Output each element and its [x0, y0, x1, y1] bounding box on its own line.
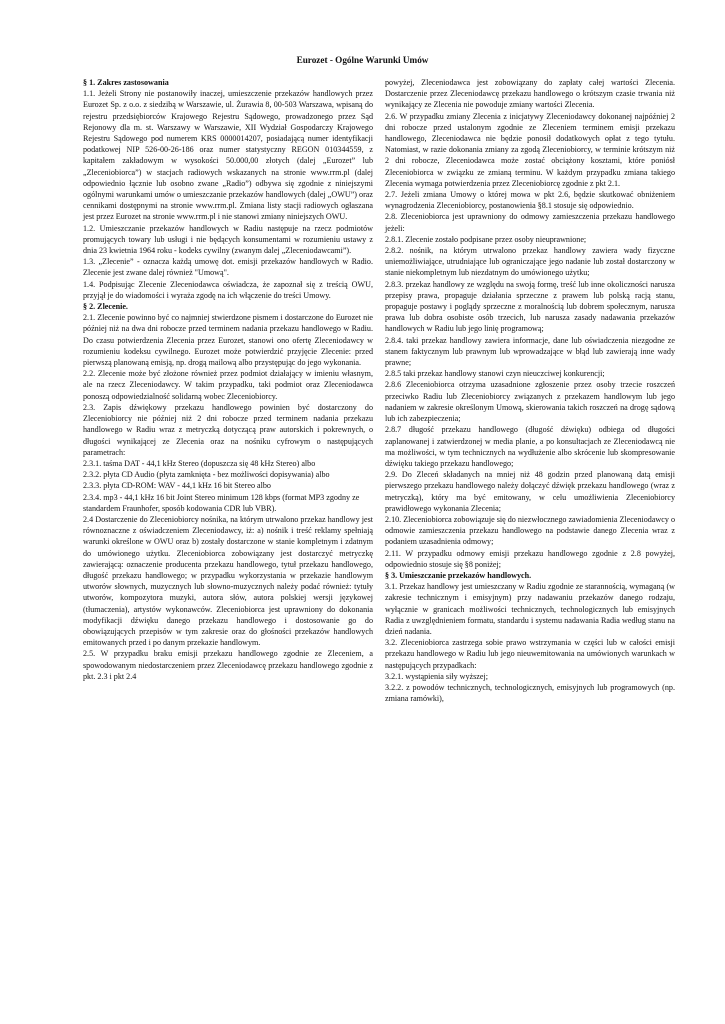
paragraph: 1.4. Podpisując Zlecenie Zleceniodawca oświadcza, że zapoznał się z treścią OWU, przyjął je do wiadomości i wyraża zgodę na ich włączenie do treści Umowy.: [83, 279, 373, 300]
right-column: [385, 77, 675, 704]
paragraph: 2.4 Dostarczenie do Zleceniobiorcy nośnika, na którym utrwalono przekaz handlowy jest równoznaczne z oświadczeniem Zleceniodawcy, iż: a) nośnik i treść reklamy spełniają warunki określone w OWU oraz b) zostały dostarczone w stanie kompletnym i zdatnym do umówionego użytku. Zleceniobiorca zobowiązany jest dostarczyć metryczkę zawierającą: oznaczenie producenta przekazu handlowego, tytuł przekazu handlowego, długość przekazu handlowego; w przypadku wykorzystania w przekazie handlowym utworów słownych, muzycznych lub słowno-muzycznych należy podać również: tytuły utworów, kompozytora muzyki, autora słów, autora polskiej wersji językowej (tłumaczenia), artystów wykonawców. Zleceniobiorca jest uprawniony do dokonania modyfikacji dźwięku danego przekazu handlowego i dostosowanie go do obowiązujących przepisów w tym zakresie oraz do głośności przekazów handlowych emitowanych przed i po danym przekazie handlowym.: [83, 514, 373, 648]
document-title: Eurozet - Ogólne Warunki Umów: [296, 55, 429, 65]
paragraph: 2.3.2. płyta CD Audio (płyta zamknięta - bez możliwości dopisywania) albo: [83, 470, 330, 480]
paragraph: 2.8.1. Zlecenie zostało podpisane przez osoby nieuprawnione;: [385, 234, 587, 244]
paragraph: 2.5. W przypadku braku emisji przekazu handlowego zgodnie ze Zleceniem, a spowodowanym niedostarczeniem przez Zleceniodawcę przekazu handlowego zgodnie z pkt. 2.3 i pkt 2.4: [83, 649, 373, 681]
paragraph: 1.1. Jeżeli Strony nie postanowiły inaczej, umieszczenie przekazów handlowych przez Eurozet Sp. z o.o. z siedzibą w Warszawie, ul. Żurawia 8, 00-503 Warszawa, wpisaną do rejestru przedsiębiorców Krajowego Rejestru Sądowego, prowadzonego przez Sąd Rejonowy dla m. st. Warszawy w Warszawie, XII Wydział Gospodarczy Krajowego Rejestru Sądowego pod numerem KRS 0000014207, posiadającą numer identyfikacji podatkowej NIP 526-00-26-186 oraz numer statystyczny REGON 010344559, z kapitałem zakładowym w wysokości 50.000,00 złotych (dalej „Eurozet” lub „Zleceniobiorca”) w stacjach radiowych wskazanych na stronie www.rrm.pl (dalej odpowiednio łącznie lub osobno zwane „Radio”) odbywa się zgodnie z niniejszymi ogólnymi warunkami umów o umieszczanie przekazów handlowych (dalej „OWU”) oraz cennikami dostępnymi na stronie www.rrm.pl. Zmiana listy stacji radiowych ogłaszana jest przez Eurozet na stronie www.rrm.pl i nie stanowi zmiany niniejszych OWU.: [83, 89, 373, 222]
section-heading: § 2. Zlecenie.: [83, 302, 128, 312]
paragraph: 1.2. Umieszczanie przekazów handlowych w Radiu następuje na rzecz podmiotów promujących towary lub usługi i nie będących konsumentami w rozumieniu ustawy z dnia 23 kwietnia 1964 roku - kodeks cywilny (zwanym dalej „Zleceniodawcami”).: [83, 223, 373, 256]
paragraph: powyżej, Zleceniodawca jest zobowiązany do zapłaty całej wartości Zlecenia. Dostarczenie przez Zleceniodawcę przekazu handlowego o krótszym czasie trwania niż wynikający ze Zlecenia nie powoduje zmiany wartości Zlecenia.: [385, 78, 675, 110]
paragraph: 2.6. W przypadku zmiany Zlecenia z inicjatywy Zleceniodawcy dokonanej najpóźniej 2 dni robocze przed ustalonym zgodnie ze Zleceniem terminem emisji przekazu handlowego, Zleceniodawca nie będzie ponosił dodatkowych opłat z tego tytułu. Natomiast, w razie dokonania zmiany za zgodą Zleceniobiorcy, w terminie krótszym niż 2 dni robocze, Zleceniodawca może zostać obciążony kosztami, które poniósł Zleceniobiorca w związku ze zmianą terminu. W każdym przypadku zmiana takiego Zlecenia wymaga potwierdzenia przez Zleceniobiorcę zgodnie z pkt 2.1.: [385, 111, 675, 188]
paragraph: 2.3.4. mp3 - 44,1 kHz 16 bit Joint Stereo minimum 128 kbps (format MP3 zgodny ze standardem Fraunhofer, sposób kodowania CDR lub VBR).: [83, 492, 360, 513]
paragraph: 1.3. „Zlecenie” - oznacza każdą umowę dot. emisji przekazów handlowych w Radio. Zlecenie jest zwane dalej również "Umową".: [83, 257, 373, 278]
paragraph: 2.10. Zleceniobiorca zobowiązuje się do niezwłocznego zawiadomienia Zleceniodawcy o odmowie zamieszczenia przekazu handlowego na podstawie danego Zlecenia wraz z podaniem uzasadnienia odmowy;: [385, 514, 675, 547]
paragraph: 2.7. Jeżeli zmiana Umowy o której mowa w pkt 2.6, będzie skutkować obniżeniem wynagrodzenia Zleceniobiorcy, postanowienia §8.1 stosuje się odpowiednio.: [385, 190, 675, 211]
paragraph: 3.2. Zleceniobiorca zastrzega sobie prawo wstrzymania w części lub w całości emisji przekazu handlowego w Radiu lub jego nieuwemitowania na umówionych warunkach w następujących przypadkach:: [385, 638, 675, 670]
paragraph: 2.8.4. taki przekaz handlowy zawiera informacje, dane lub oświadczenia niezgodne ze stanem faktycznym lub prawnym lub wprowadzające w błąd lub zawierają inne wady prawne;: [385, 335, 675, 368]
paragraph: 2.2. Zlecenie może być złożone również przez podmiot działający w imieniu własnym, ale na rzecz Zleceniodawcy. W takim przypadku, taki podmiot oraz Zleceniodawca ponoszą odpowiedzialność solidarną wobec Zleceniobiorcy.: [83, 369, 373, 401]
paragraph: 2.8.3. przekaz handlowy ze względu na swoją formę, treść lub inne okoliczności narusza przepisy prawa, propaguje działania sprzeczne z prawem lub polską racją stanu, propaguje postawy i poglądy sprzeczne z moralnością lub dobrem społecznym, narusza prawa lub dobra osobiste osób trzecich, lub narusza zasady nadawania przekazów handlowych w Radiu lub jego linię programową;: [385, 279, 675, 334]
paragraph: 2.3.1. taśma DAT - 44,1 kHz Stereo (dopuszcza się 48 kHz Stereo) albo: [83, 458, 316, 468]
left-column: [83, 77, 373, 682]
paragraph: 2.9. Do Zleceń składanych na mniej niż 48 godzin przed planowaną datą emisji pierwszego przekazu handlowego należy dołączyć dźwięk przekazu handlowego (wraz z metryczką), który ma być emitowany, w celu umożliwienia Zleceniobiorcy prawidłowego wykonania Zlecenia;: [385, 470, 675, 513]
paragraph: 2.1. Zlecenie powinno być co najmniej stwierdzone pismem i dostarczone do Eurozet nie później niż na dwa dni robocze przed terminem nadania przekazu handlowego w Radiu. Do czasu potwierdzenia Zlecenia przez Eurozet, stanowi ono ofertę Zleceniodawcy w rozumieniu kodeksu cywilnego. Eurozet może potwierdzić przyjęcie Zlecenie: przed pierwszą planowaną emisją, np. drogą mailową albo przystępując do jego wykonania.: [83, 313, 373, 368]
paragraph: 3.2.1. wystąpienia siły wyższej;: [385, 671, 488, 681]
paragraph: 3.2.2. z powodów technicznych, technologicznych, emisyjnych lub programowych (np. zmiana ramówki),: [385, 682, 675, 704]
paragraph: 2.11. W przypadku odmowy emisji przekazu handlowego zgodnie z 2.8 powyżej, odpowiednio stosuje się §8 poniżej;: [385, 548, 675, 569]
paragraph: 2.3.3. płyta CD-ROM: WAV - 44,1 kHz 16 bit Stereo albo: [83, 481, 271, 491]
paragraph: 3.1. Przekaz handlowy jest umieszczany w Radiu zgodnie ze starannością, wymaganą (w zakresie technicznym i emisyjnym) przy nadawaniu przekazów danego rodzaju, wyłącznie w granicach możliwości technicznych, technologicznych lub emisyjnych Radia z uwzględnieniem formatu, standardu i systemu nadawania Radia według stanu na dzień nadania.: [385, 582, 675, 636]
paragraph: 2.8.2. nośnik, na którym utrwalono przekaz handlowy zawiera wady fizyczne uniemożliwiające, utrudniające lub ograniczające jego nadanie lub został dostarczony w stanie niekompletnym lub niezdatnym do umówionego użytku;: [385, 246, 675, 278]
paragraph: 2.8.5 taki przekaz handlowy stanowi czyn nieuczciwej konkurencji;: [385, 369, 605, 379]
paragraph: 2.8. Zleceniobiorca jest uprawniony do odmowy zamieszczenia przekazu handlowego jeżeli:: [385, 212, 675, 233]
section-heading: § 3. Umieszczanie przekazów handlowych.: [385, 570, 532, 580]
paragraph: 2.8.6 Zleceniobiorca otrzyma uzasadnione zgłoszenie przez osoby trzecie roszczeń przeciwko Radiu lub Zleceniobiorcy związanych z przekazem handlowym lub jego nadaniem w zakresie określonym Umową, skierowania takich roszczeń na drogę sądową lub ich zabezpieczenia;: [385, 380, 675, 424]
section-heading: § 1. Zakres zastosowania: [83, 78, 169, 87]
paragraph: 2.3. Zapis dźwiękowy przekazu handlowego powinien być dostarczony do Zleceniobiorcy nie później niż 2 dni robocze przed terminem nadania przekazu handlowego w Radiu wraz z metryczką dotyczącą praw autorskich i pokrewnych, o długości wynikającej ze Zlecenia oraz na nośniku cyfrowym o następujących parametrach:: [83, 402, 373, 457]
paragraph: 2.8.7 długość przekazu handlowego (długość dźwięku) odbiega od długości zaplanowanej i zatwierdzonej w media planie, a po konsultacjach ze Zleceniodawcą nie ma możliwości, w tym technicznych na wydłużenie albo skrócenie lub skompresowanie dźwięku takiego przekazu handlowego;: [385, 425, 675, 468]
